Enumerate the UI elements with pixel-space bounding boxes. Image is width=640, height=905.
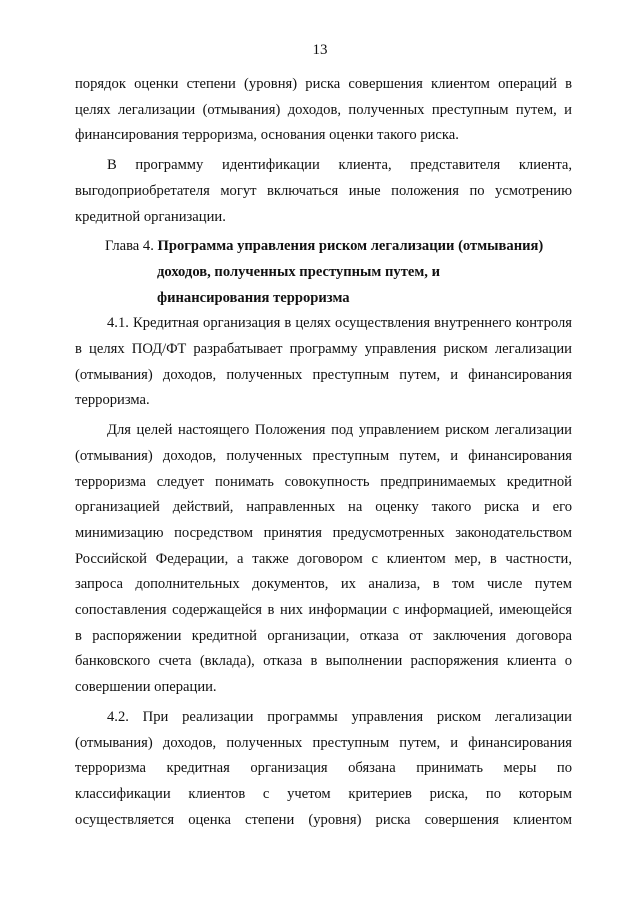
text-line: 4.2. При реализации программы управления риском легализации [107,708,572,725]
paragraph-continuation [75,72,572,149]
document-body [75,72,572,837]
text-line: финансирования терроризма, основания оценки такого риска. [75,127,459,144]
text-line: 4.1. Кредитная организация в целях осуществления внутреннего контроля [107,315,572,332]
text-line: (отмывания) доходов, полученных преступным путем, и финансирования [75,447,572,464]
chapter-title-line: финансирования терроризма [157,289,350,306]
text-line: минимизацию посредством принятия предусмотренных законодательством [75,524,572,541]
text-line: Для целей настоящего Положения под управлением риском легализации [107,422,572,439]
text-line: совершении операции. [75,679,217,696]
text-line: (отмывания) доходов, полученных преступным путем, и финансирования [75,366,572,383]
text-line: в целях ПОД/ФТ разрабатывает программу управления риском легализации [75,341,572,358]
text-line: осуществляется оценка степени (уровня) риска совершения клиентом [75,811,572,828]
text-line: запроса дополнительных документов, их анализа, в том числе путем [75,576,572,593]
chapter-title-line: доходов, полученных преступным путем, и [157,263,441,280]
text-line: Российской Федерации, а также договором с клиентом мер, в частности, [75,550,572,567]
paragraph-4-1 [75,311,572,414]
chapter-title: Программа управления риском легализации (отмывания) [157,238,544,255]
chapter-heading [75,234,572,311]
page-number: 13 [312,42,328,58]
text-line: (отмывания) доходов, полученных преступным путем, и финансирования [75,734,572,751]
text-line: целях легализации (отмывания) доходов, полученных преступным путем, и [75,101,572,118]
text-line: терроризма. [75,392,150,409]
paragraph-4-2 [75,705,572,834]
text-line: терроризма следует понимать совокупность предпринимаемых кредитной [75,473,572,490]
paragraph-identification-program [75,153,572,230]
text-line: кредитной организации. [75,208,226,225]
text-line: организацией действий, направленных на оценку такого риска и его [75,499,572,516]
text-line: банковского счета (вклада), отказа в выполнении распоряжения клиента о [75,653,572,670]
text-line: терроризма кредитная организация обязана принимать меры по [75,760,572,777]
text-line: выгодоприобретателя могут включаться иные положения по усмотрению [75,182,572,199]
text-line: сопоставления содержащейся в них информации с информацией, имеющейся [75,602,572,619]
chapter-heading-line [75,234,572,260]
text-line: порядок оценки степени (уровня) риска совершения клиентом операций в [75,76,572,92]
chapter-label: Глава 4. [105,238,154,255]
text-line: В программу идентификации клиента, представителя клиента, [107,157,572,174]
paragraph-risk-management-definition [75,418,572,701]
text-line: классификации клиентов с учетом критериев риска, по которым [75,785,572,802]
text-line: в распоряжении кредитной организации, отказа от заключения договора [75,627,572,644]
